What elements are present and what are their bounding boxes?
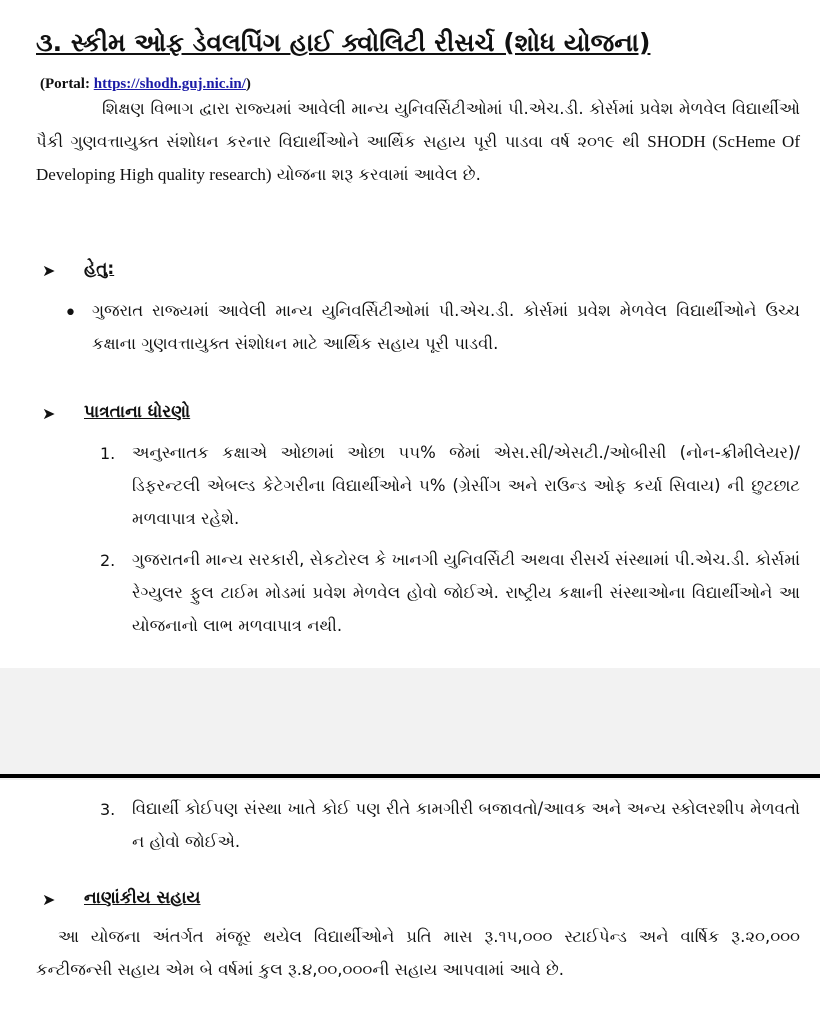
financial-heading: નાણાંકીય સહાય bbox=[84, 888, 201, 908]
document-page-2 bbox=[0, 780, 820, 1024]
eligibility-heading: પાત્રતાના ધોરણો bbox=[84, 402, 191, 422]
intro-scheme-name: SHODH (ScHeme Of Developing High quality research) bbox=[36, 132, 800, 184]
portal-link[interactable]: https://shodh.guj.nic.in/ bbox=[93, 76, 246, 92]
eligibility-item: અનુસ્નાતક કક્ષાએ ઓછામાં ઓછા ૫૫% જેમાં એસ.સી/એસટી./ઓબીસી (નોન-ક્રીમીલેયર)/ડિફરન્ટલી એબલ્ડ કેટેગરીના વિદ્યાર્થીઓને ૫% (ગ્રેસીંગ અને રાઉન્ડ ઓફ કર્યા સિવાય) ની છુટછાટ મળવાપાત્ર રહેશે. bbox=[132, 443, 800, 528]
eligibility-item: ગુજરાતની માન્ય સરકારી, સેકટોરલ કે ખાનગી યુનિવર્સિટી અથવા રીસર્ચ સંસ્થામાં પી.એચ.ડી. કોર્સમાં રેગ્યુલર ફુલ ટાઈમ મોડમાં પ્રવેશ મેળવેલ હોવો જોઈએ. રાષ્ટ્રીય કક્ષાની સંસ્થાઓના વિદ્યાર્થીઓને આ યોજનાનો લાભ મળવાપાત્ર નથી. bbox=[132, 550, 800, 635]
arrow-bullet-icon: ➤ bbox=[42, 890, 56, 909]
portal-line bbox=[40, 76, 251, 93]
eligibility-item: વિદ્યાર્થી કોઈપણ સંસ્થા ખાતે કોઈ પણ રીતે કામગીરી બજાવતો/આવક અને અન્ય સ્કોલરશીપ મેળવતો ન હોવો જોઈએ. bbox=[132, 799, 800, 851]
portal-close: ) bbox=[245, 76, 251, 92]
objective-heading: હેતુ: bbox=[84, 259, 115, 279]
page-divider bbox=[0, 774, 820, 778]
financial-paragraph: આ યોજના અંતર્ગત મંજૂર થયેલ વિદ્યાર્થીઓને પ્રતિ માસ રૂ.૧૫,૦૦૦ સ્ટાઈપેન્ડ અને વાર્ષિક રૂ.૨૦,૦૦૦ કન્ટીજન્સી સહાય એમ બે વર્ષમાં કુલ રૂ.૪,૦૦,૦૦૦ની સહાય આપવામાં આવે છે. bbox=[36, 927, 800, 979]
eligibility-number: 1. bbox=[100, 444, 116, 463]
page-title: ૩. સ્કીમ ઓફ ડેવલપિંગ હાઈ ક્વોલિટી રીસર્ચ (શોધ યોજના) bbox=[36, 28, 651, 57]
bullet-dot-icon: • bbox=[64, 301, 77, 326]
arrow-bullet-icon: ➤ bbox=[42, 261, 56, 280]
intro-text-part1: શિક્ષણ વિભાગ દ્વારા રાજ્યમાં આવેલી માન્ય યુનિવર્સિટીઓમાં પી.એચ.ડી. કોર્સમાં પ્રવેશ મેળવેલ વિદ્યાર્થીઓ પૈકી ગુણવત્તાયુક્ત સંશોધન કરનાર વિદ્યાર્થીઓને આર્થિક સહાય પૂરી પાડવા વર્ષ ૨૦૧૯ થી bbox=[36, 99, 800, 151]
intro-text-part2: યોજના શરૂ કરવામાં આવેલ છે. bbox=[276, 165, 481, 184]
eligibility-number: 2. bbox=[100, 551, 116, 570]
objective-bullet: ગુજરાત રાજ્યમાં આવેલી માન્ય યુનિવર્સિટીઓમાં પી.એચ.ડી. કોર્સમાં પ્રવેશ મેળવેલ વિદ્યાર્થીઓને ઉચ્ચ કક્ષાના ગુણવત્તાયુક્ત સંશોધન માટે આર્થિક સહાય પૂરી પાડવી. bbox=[92, 301, 800, 353]
intro-paragraph bbox=[36, 92, 800, 191]
arrow-bullet-icon: ➤ bbox=[42, 404, 56, 423]
portal-label: (Portal: bbox=[40, 76, 90, 92]
eligibility-number: 3. bbox=[100, 800, 116, 819]
page-gap bbox=[0, 668, 820, 780]
